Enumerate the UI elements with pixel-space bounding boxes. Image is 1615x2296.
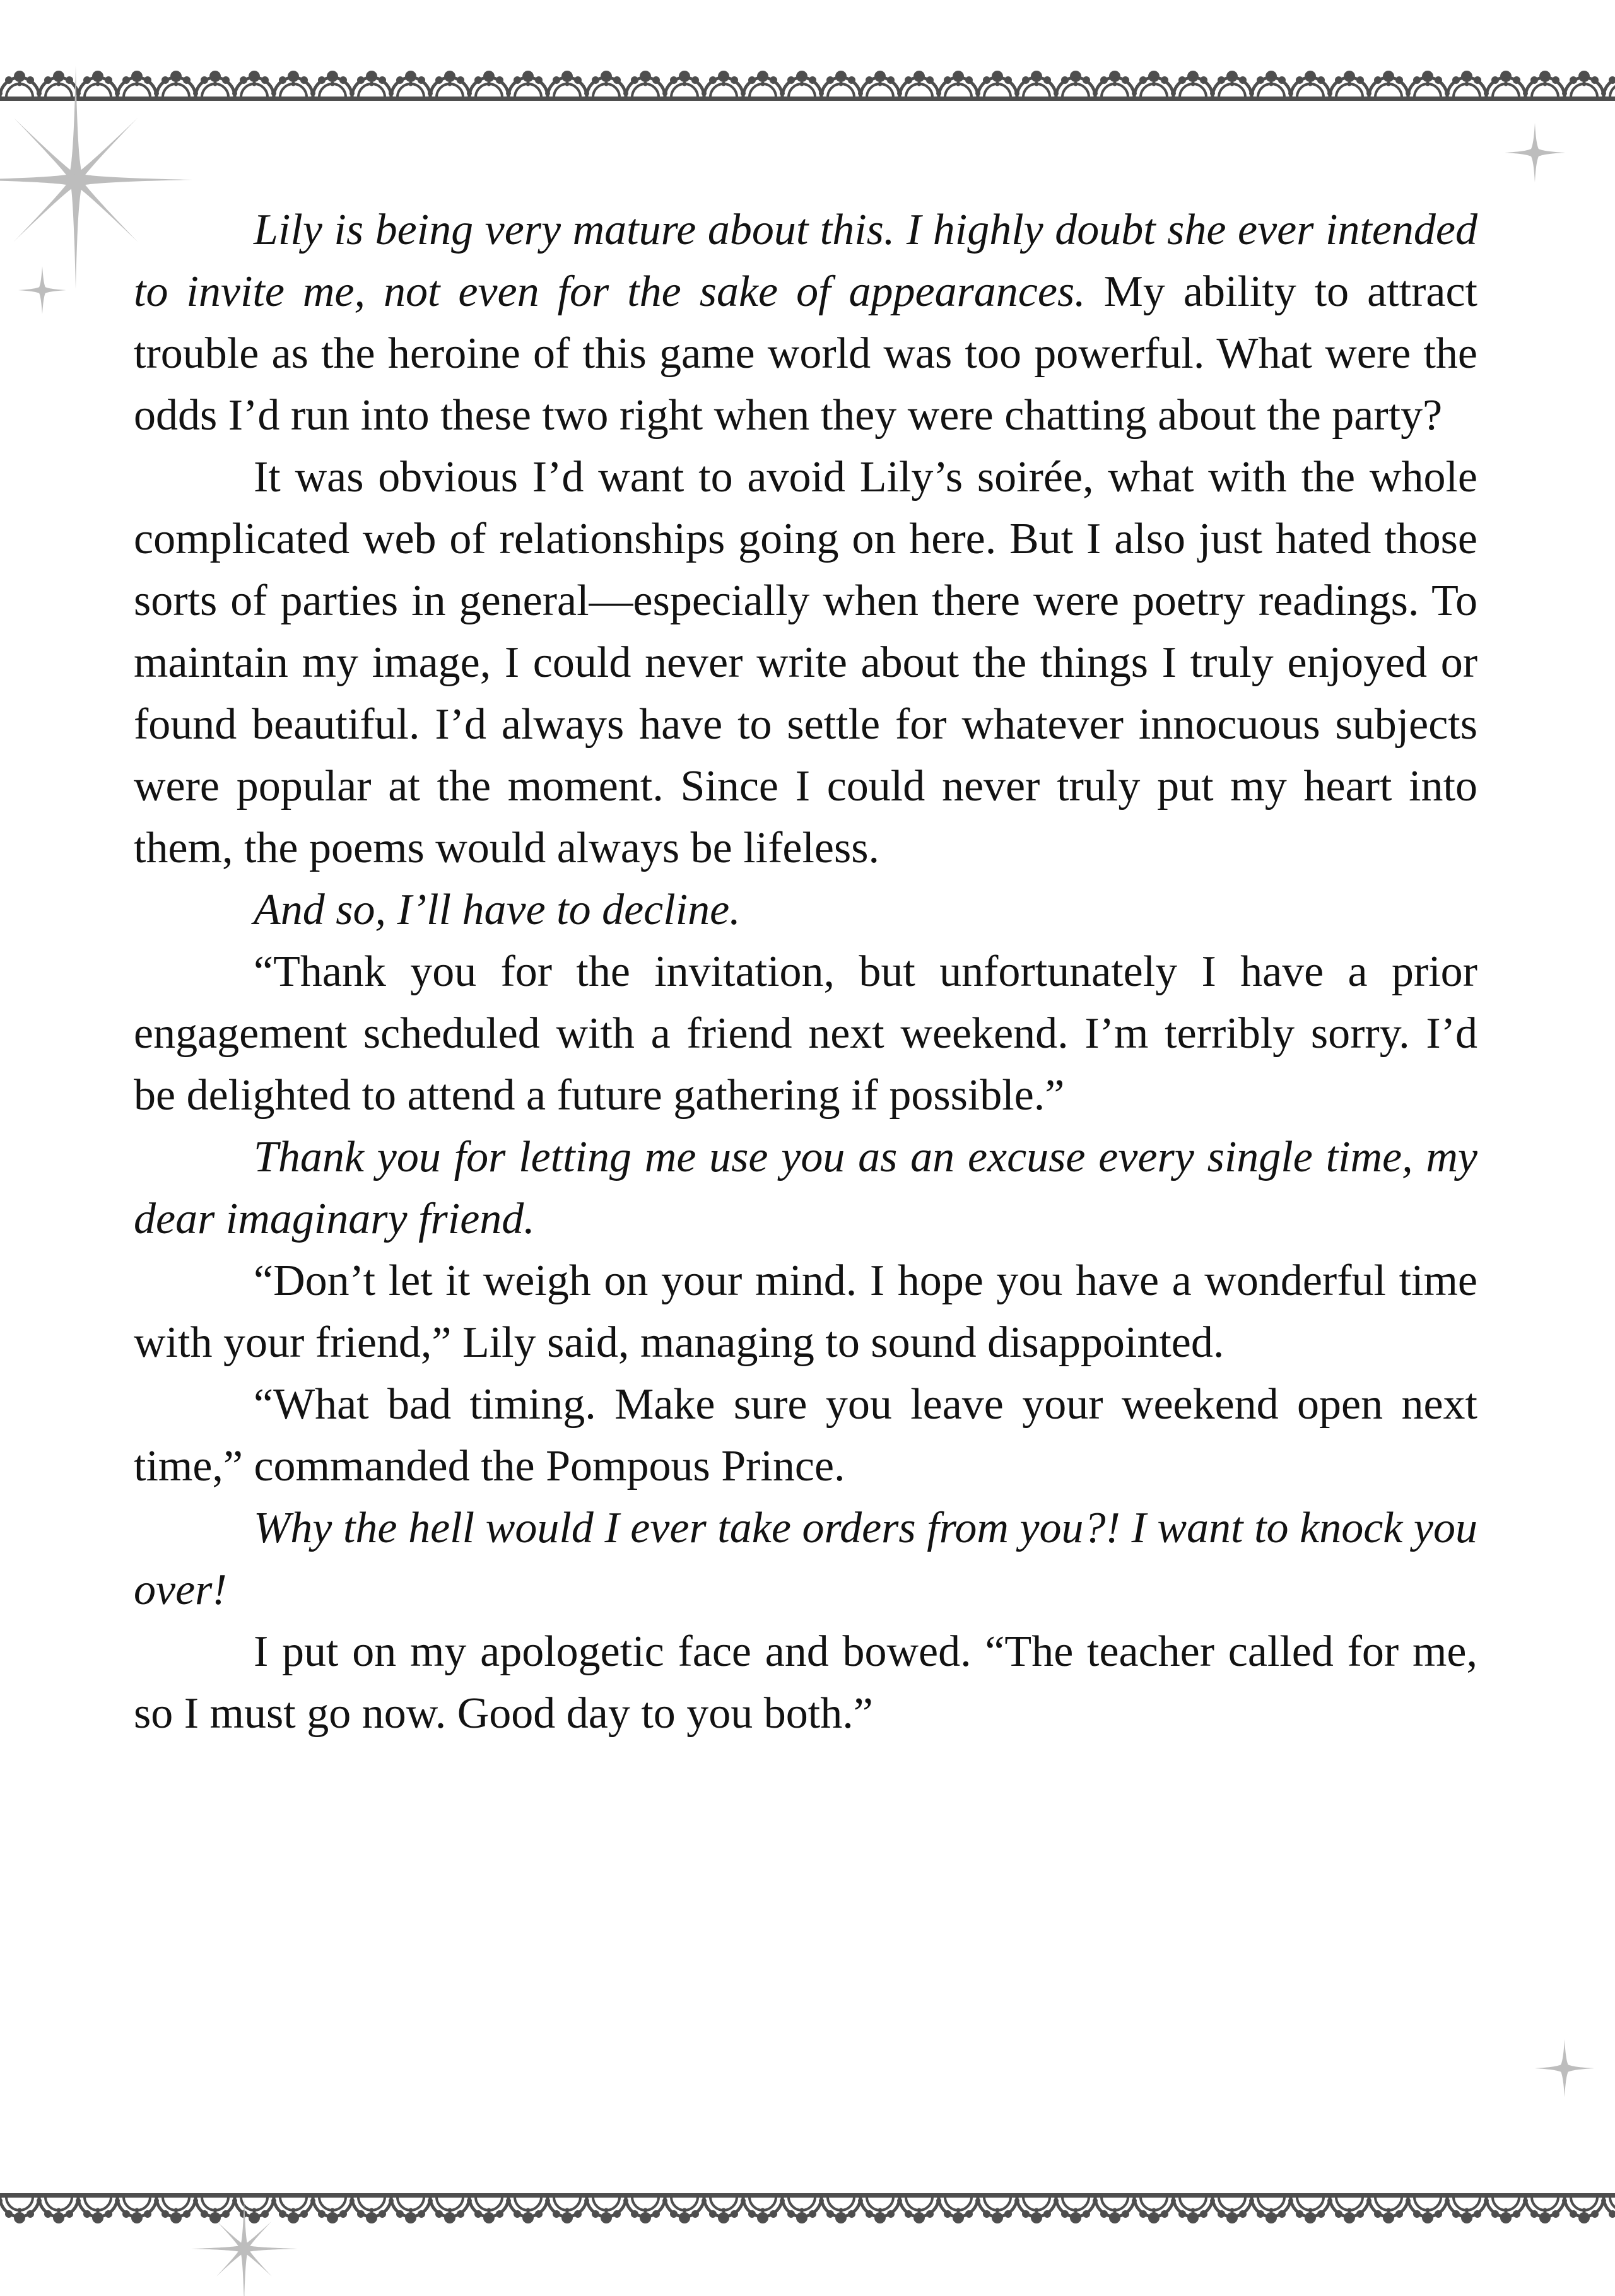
page-text	[134, 199, 1477, 1745]
italic-text-run: Why the hell would I ever take orders from you?! I want to knock you over!	[134, 1504, 1477, 1614]
paragraph	[134, 1250, 1477, 1374]
sparkle-small-plus-icon	[1497, 115, 1573, 190]
paragraph	[134, 199, 1477, 447]
text-run: My ability to attract trouble as the heroine of this game world was too powerful. What were the odds I’d run into these two right when they were chatting about the party?	[134, 267, 1477, 440]
sparkle-small-plus-icon	[4, 252, 80, 328]
ornamental-border-top-icon	[0, 71, 1615, 101]
italic-text-run: Lily is being very mature about this. I highly doubt she ever intended to invite me, not even for the sake of appearances.	[134, 206, 1477, 316]
text-run: “Thank you for the invitation, but unfortunately I have a prior engagement scheduled with a friend next weekend. I’m terribly sorry. I’d be delighted to attend a future gathering if possible.”	[134, 947, 1477, 1120]
italic-text-run: Thank you for letting me use you as an excuse every single time, my dear imaginary friend.	[134, 1133, 1477, 1243]
paragraph	[134, 941, 1477, 1127]
text-run: “Don’t let it weigh on your mind. I hope you have a wonderful time with your friend,” Lily said, managing to sound disappointed.	[134, 1256, 1477, 1367]
paragraph	[134, 447, 1477, 879]
text-run: I put on my apologetic face and bowed. “The teacher called for me, so I must go now. Good day to you both.”	[134, 1627, 1477, 1738]
italic-text-run: And so, I’ll have to decline.	[254, 886, 741, 934]
text-run: “What bad timing. Make sure you leave your weekend open next time,” commanded the Pompous Prince.	[134, 1380, 1477, 1491]
paragraph	[134, 1374, 1477, 1497]
sparkle-small-plus-icon	[1527, 2030, 1602, 2106]
paragraph	[134, 1127, 1477, 1250]
text-run: It was obvious I’d want to avoid Lily’s soirée, what with the whole complicated web of relationships going on here. But I also just hated those sorts of parties in general—especially when there were poetry readings. To maintain my image, I could never write about the things I truly enjoyed or found beautiful. I’d always have to settle for whatever innocuous subjects were popular at the moment. Since I could never truly put my heart into them, the poems would always be lifeless.	[134, 453, 1477, 872]
paragraph	[134, 1497, 1477, 1621]
sparkle-star-icon	[168, 2173, 320, 2296]
paragraph	[134, 879, 1477, 941]
paragraph	[134, 1621, 1477, 1745]
